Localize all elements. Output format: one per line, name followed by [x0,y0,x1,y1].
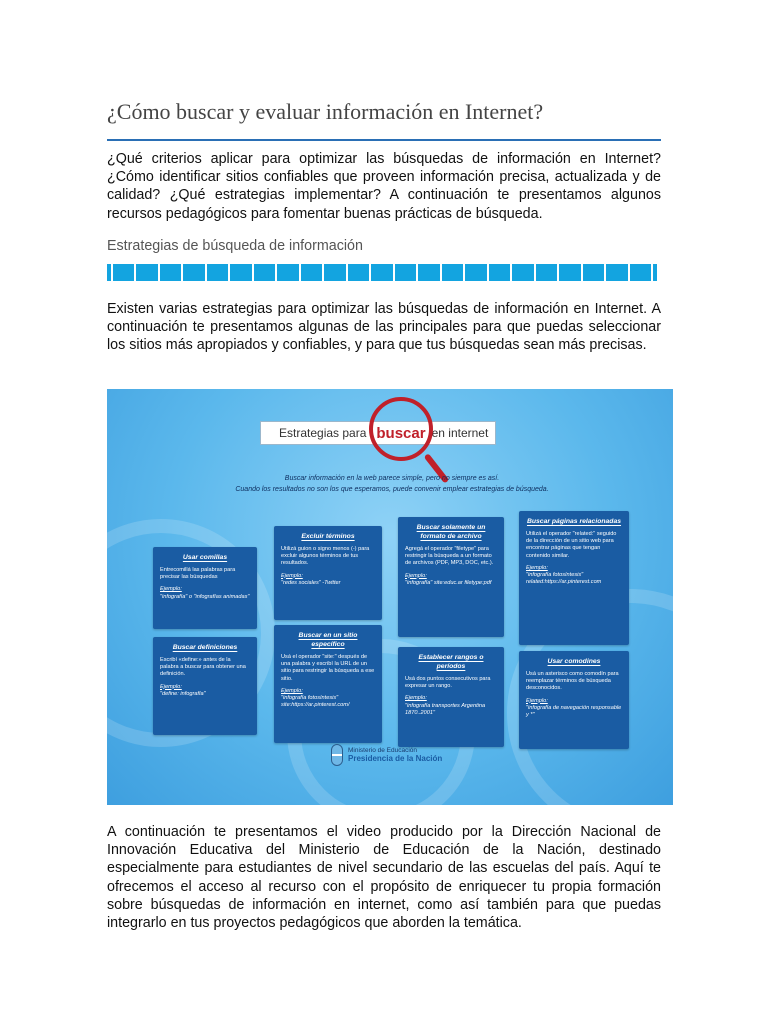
strategy-box-definitions [153,637,257,735]
infographic-title-highlight: buscar [376,424,426,442]
strategy-example-label: Ejemplo: [281,572,303,579]
strategy-heading: Usar comillas [182,554,228,561]
strategy-heading: Buscar en un sitio específico [298,632,358,648]
strategy-body: Escribí «define:» antes de la palabra a buscar para obtener una definición. [160,657,246,678]
infographic-title-end: en internet [431,426,489,440]
intro-paragraph: ¿Qué criterios aplicar para optimizar las búsquedas de información en Internet? ¿Cómo identificar sitios confiables que proveen información precisa, actualizada y de calidad? ¿Qué estrategias implementar? A continuación te presentamos algunos recursos pedagógicos para fomentar buenas prácticas de búsqueda. [107,151,661,222]
ministry-logo [331,744,442,766]
strategy-body: Usá dos puntos consecutivos para expresar un rango. [405,676,491,690]
infographic-intro-line: Buscar información en la web parece simple, pero no siempre es así. [284,475,500,482]
strategy-box-filetype [398,517,504,637]
strategy-example: "infografía" site:educ.ar filetype:pdf [405,579,492,586]
strategy-body: Usá un asterisco como comodín para reemplazar términos de búsqueda desconocidos. [526,671,619,692]
title-underline [107,139,661,141]
logo-line-ministry: Ministerio de Educación [348,747,418,754]
strategy-example-label: Ejemplo: [160,586,182,593]
strategy-heading: Usar comodines [547,658,601,665]
logo-line-presidency: Presidencia de la Nación [348,754,443,763]
strategy-box-exclude [274,526,382,620]
strategy-box-ranges [398,647,504,747]
strategy-example: "infografía fotosíntesis" related:https://ar.pinterest.com [526,572,602,586]
strategy-heading: Buscar solamente un formato de archivo [416,524,486,540]
infographic-title-start: Estrategias para [279,426,367,440]
section-title: Estrategias de búsqueda de información [107,238,363,254]
strategy-body: Utilizá guion o signo menos (-) para excluir algunos términos de tus resultados. [281,546,370,567]
strategy-example: "infografía fotosíntesis" site:https://ar.pinterest.com/ [281,695,350,709]
strategy-example-label: Ejemplo: [405,572,427,579]
strategy-heading: Establecer rangos o períodos [418,654,484,670]
strategy-example: "define: infografía" [160,690,206,697]
strategy-example-label: Ejemplo: [526,697,548,704]
infographic-intro-line: Cuando los resultados no son los que esperamos, puede convenir emplear estrategias de búsqueda. [235,486,549,493]
strategy-heading: Buscar definiciones [172,644,238,651]
strategy-body: Utilizá el operador "related:" seguido de la dirección de un sitio web para encontrar páginas que tengan contenido similar. [526,531,617,559]
strategy-example: "infografía transportes Argentina 1870..2001" [405,702,486,716]
strategy-box-wildcards [519,651,629,749]
strategy-box-quotes [153,547,257,629]
infographic-intro [167,473,617,495]
infographic-title [260,421,496,445]
strategy-body: Agregá el operador "filetype" para restringir la búsqueda a un formato de archivos (PDF, MP3, DOC, etc.). [405,546,494,567]
strategy-example: "infografía de navegación responsable y *" [526,704,622,719]
section-divider-bar [107,264,657,281]
section-paragraph: Existen varias estrategias para optimizar las búsquedas de información en Internet. A continuación te presentamos algunas de las principales para que puedas seleccionar los sitios más apropiados y confiables, y para que tus búsquedas sean más precisas. [107,301,661,354]
strategy-example-label: Ejemplo: [405,695,427,702]
page-title: ¿Cómo buscar y evaluar información en Internet? [107,99,544,124]
strategy-example-label: Ejemplo: [526,564,548,571]
strategy-heading: Buscar páginas relacionadas [526,518,622,525]
strategy-example: "redes sociales" -Twitter [281,579,341,586]
infographic [107,389,673,805]
closing-paragraph: A continuación te presentamos el video producido por la Dirección Nacional de Innovación Educativa del Ministerio de Educación de la Nación, destinado especialmente para estudiantes de nivel secundario de las escuelas del país. Aquí te ofrecemos el acceso al recurso con el propósito de enriquecer tu propia formación sobre búsquedas de información en internet, como así también para que puedas integrarlo en tus proyectos pedagógicos que aborden la temática. [107,824,661,932]
strategy-body: Usá el operador "site:" después de una palabra y escribí la URL de un sitio para restringir la búsqueda a ese sitio. [281,654,375,682]
strategy-box-related [519,511,629,645]
coat-of-arms-icon [331,744,343,766]
strategy-box-site [274,625,382,743]
strategy-example-label: Ejemplo: [281,687,303,694]
strategy-example: "infografía" o "infografías animadas" [160,593,250,600]
strategy-body: Entrecomillá las palabras para precisar las búsquedas [160,567,236,581]
strategy-heading: Excluir términos [301,533,355,540]
strategy-example-label: Ejemplo: [160,683,182,690]
